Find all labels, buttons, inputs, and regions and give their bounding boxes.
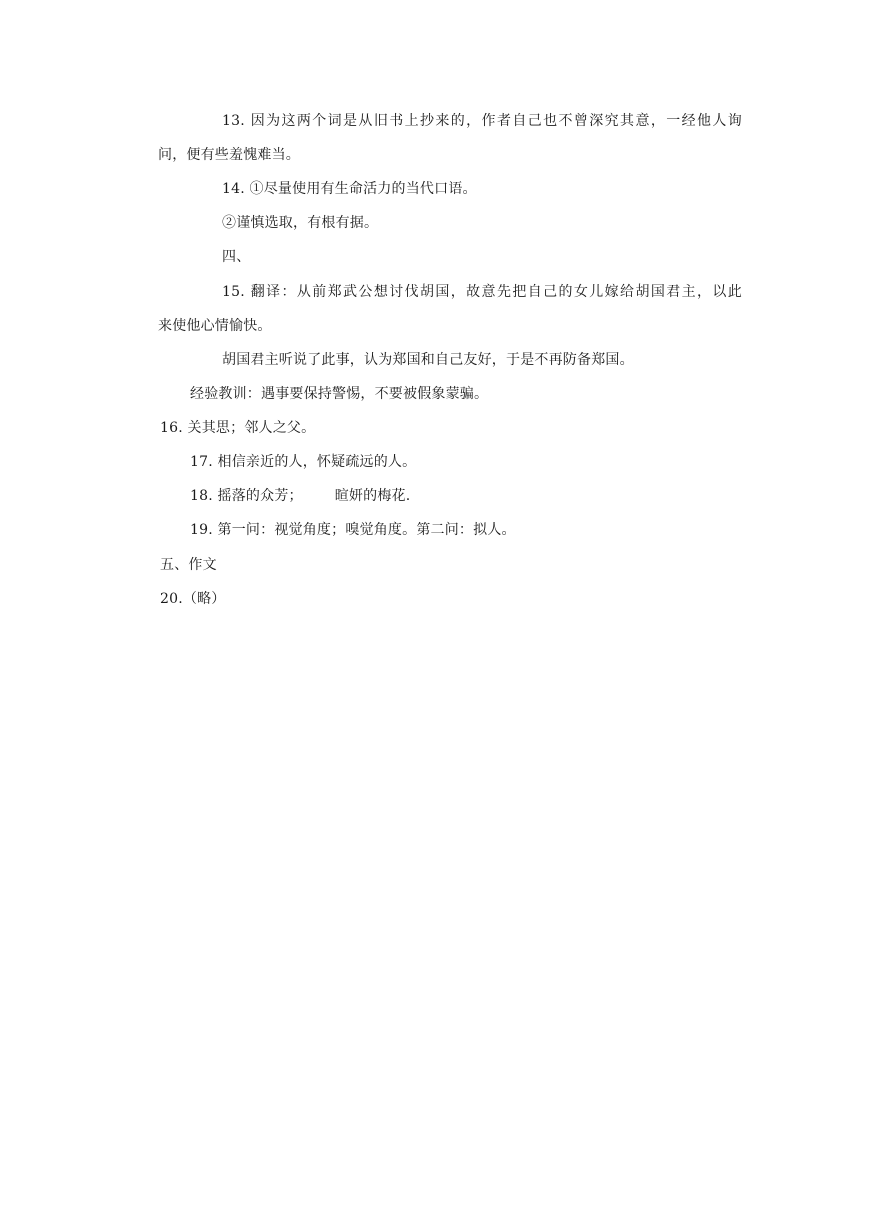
answer-18 [190,486,410,506]
answer-15-line-2: 来使他心情愉快。 [158,318,272,334]
answer-14-part-2: ②谨慎选取，有根有据。 [222,215,379,231]
answer-20: 20.（略） [160,591,226,607]
answer-15-lesson: 经验教训：遇事要保持警惕，不要被假象蒙骗。 [190,386,489,402]
answer-15-line-1: 15. 翻译：从前郑武公想讨伐胡国，故意先把自己的女儿嫁给胡国君主，以此 [222,284,742,300]
answer-13-line-1: 13. 因为这两个词是从旧书上抄来的，作者自己也不曾深究其意，一经他人询 [222,113,742,129]
answer-19: 19. 第一问：视觉角度；嗅觉角度。第二问：拟人。 [190,522,516,538]
answer-13-line-2: 问，便有些羞愧难当。 [158,147,300,163]
answer-17: 17. 相信亲近的人，怀疑疏远的人。 [190,454,417,470]
section-heading-5: 五、作文 [160,557,217,573]
answer-14-part-1: 14. ①尽量使用有生命活力的当代口语。 [222,181,477,197]
answer-18-part-2: 暄妍的梅花. [334,488,411,504]
answer-18-part-1: 18. 摇落的众芳； [190,488,303,504]
section-heading-4: 四、 [222,249,251,265]
answer-16: 16. 关其思；邻人之父。 [160,420,316,436]
answer-15-line-3: 胡国君主听说了此事，认为郑国和自己友好，于是不再防备郑国。 [222,352,634,368]
